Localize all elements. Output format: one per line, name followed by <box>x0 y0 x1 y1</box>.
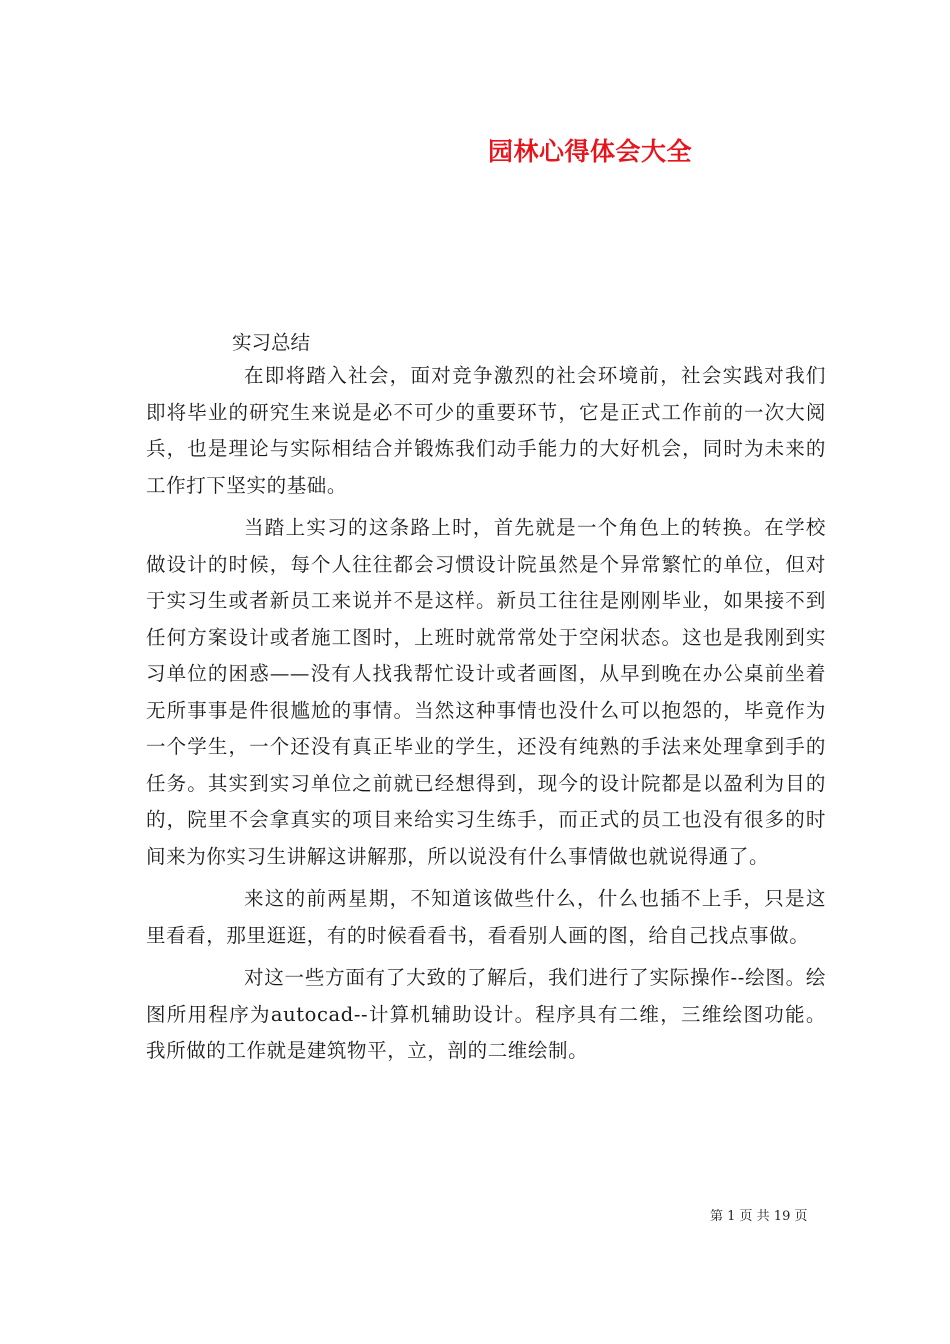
page-number-footer: 第 1 页 共 19 页 <box>710 1209 808 1224</box>
document-body <box>146 358 826 1076</box>
section-heading: 实习总结 <box>232 331 311 354</box>
paragraph: 对这一些方面有了大致的了解后，我们进行了实际操作--绘图。绘图所用程序为autocad--计算机辅助设计。程序具有二维，三维绘图功能。我所做的工作就是建筑物平，立，剖的二维绘制。 <box>146 966 826 1062</box>
paragraph: 在即将踏入社会，面对竞争激烈的社会环境前，社会实践对我们即将毕业的研究生来说是必不可少的重要环节，它是正式工作前的一次大阅兵，也是理论与实际相结合并锻炼我们动手能力的大好机会，同时为未来的工作打下坚实的基础。 <box>146 364 826 497</box>
document-title: 园林心得体会大全 <box>488 137 693 166</box>
paragraph: 来这的前两星期，不知道该做些什么，什么也插不上手，只是这里看看，那里逛逛，有的时候看看书，看看别人画的图，给自己找点事做。 <box>146 887 826 947</box>
paragraph: 当踏上实习的这条路上时，首先就是一个角色上的转换。在学校做设计的时候，每个人往往都会习惯设计院虽然是个异常繁忙的单位，但对于实习生或者新员工来说并不是这样。新员工往往是刚刚毕业，如果接不到任何方案设计或者施工图时，上班时就常常处于空闲状态。这也是我刚到实习单位的困惑——没有人找我帮忙设计或者画图，从早到晚在办公桌前坐着无所事事是件很尴尬的事情。当然这种事情也没什么可以抱怨的，毕竟作为一个学生，一个还没有真正毕业的学生，还没有纯熟的手法来处理拿到手的任务。其实到实习单位之前就已经想得到，现今的设计院都是以盈利为目的的，院里不会拿真实的项目来给实习生练手，而正式的员工也没有很多的时间来为你实习生讲解这讲解那，所以说没有什么事情做也就说得通了。 <box>146 516 826 868</box>
